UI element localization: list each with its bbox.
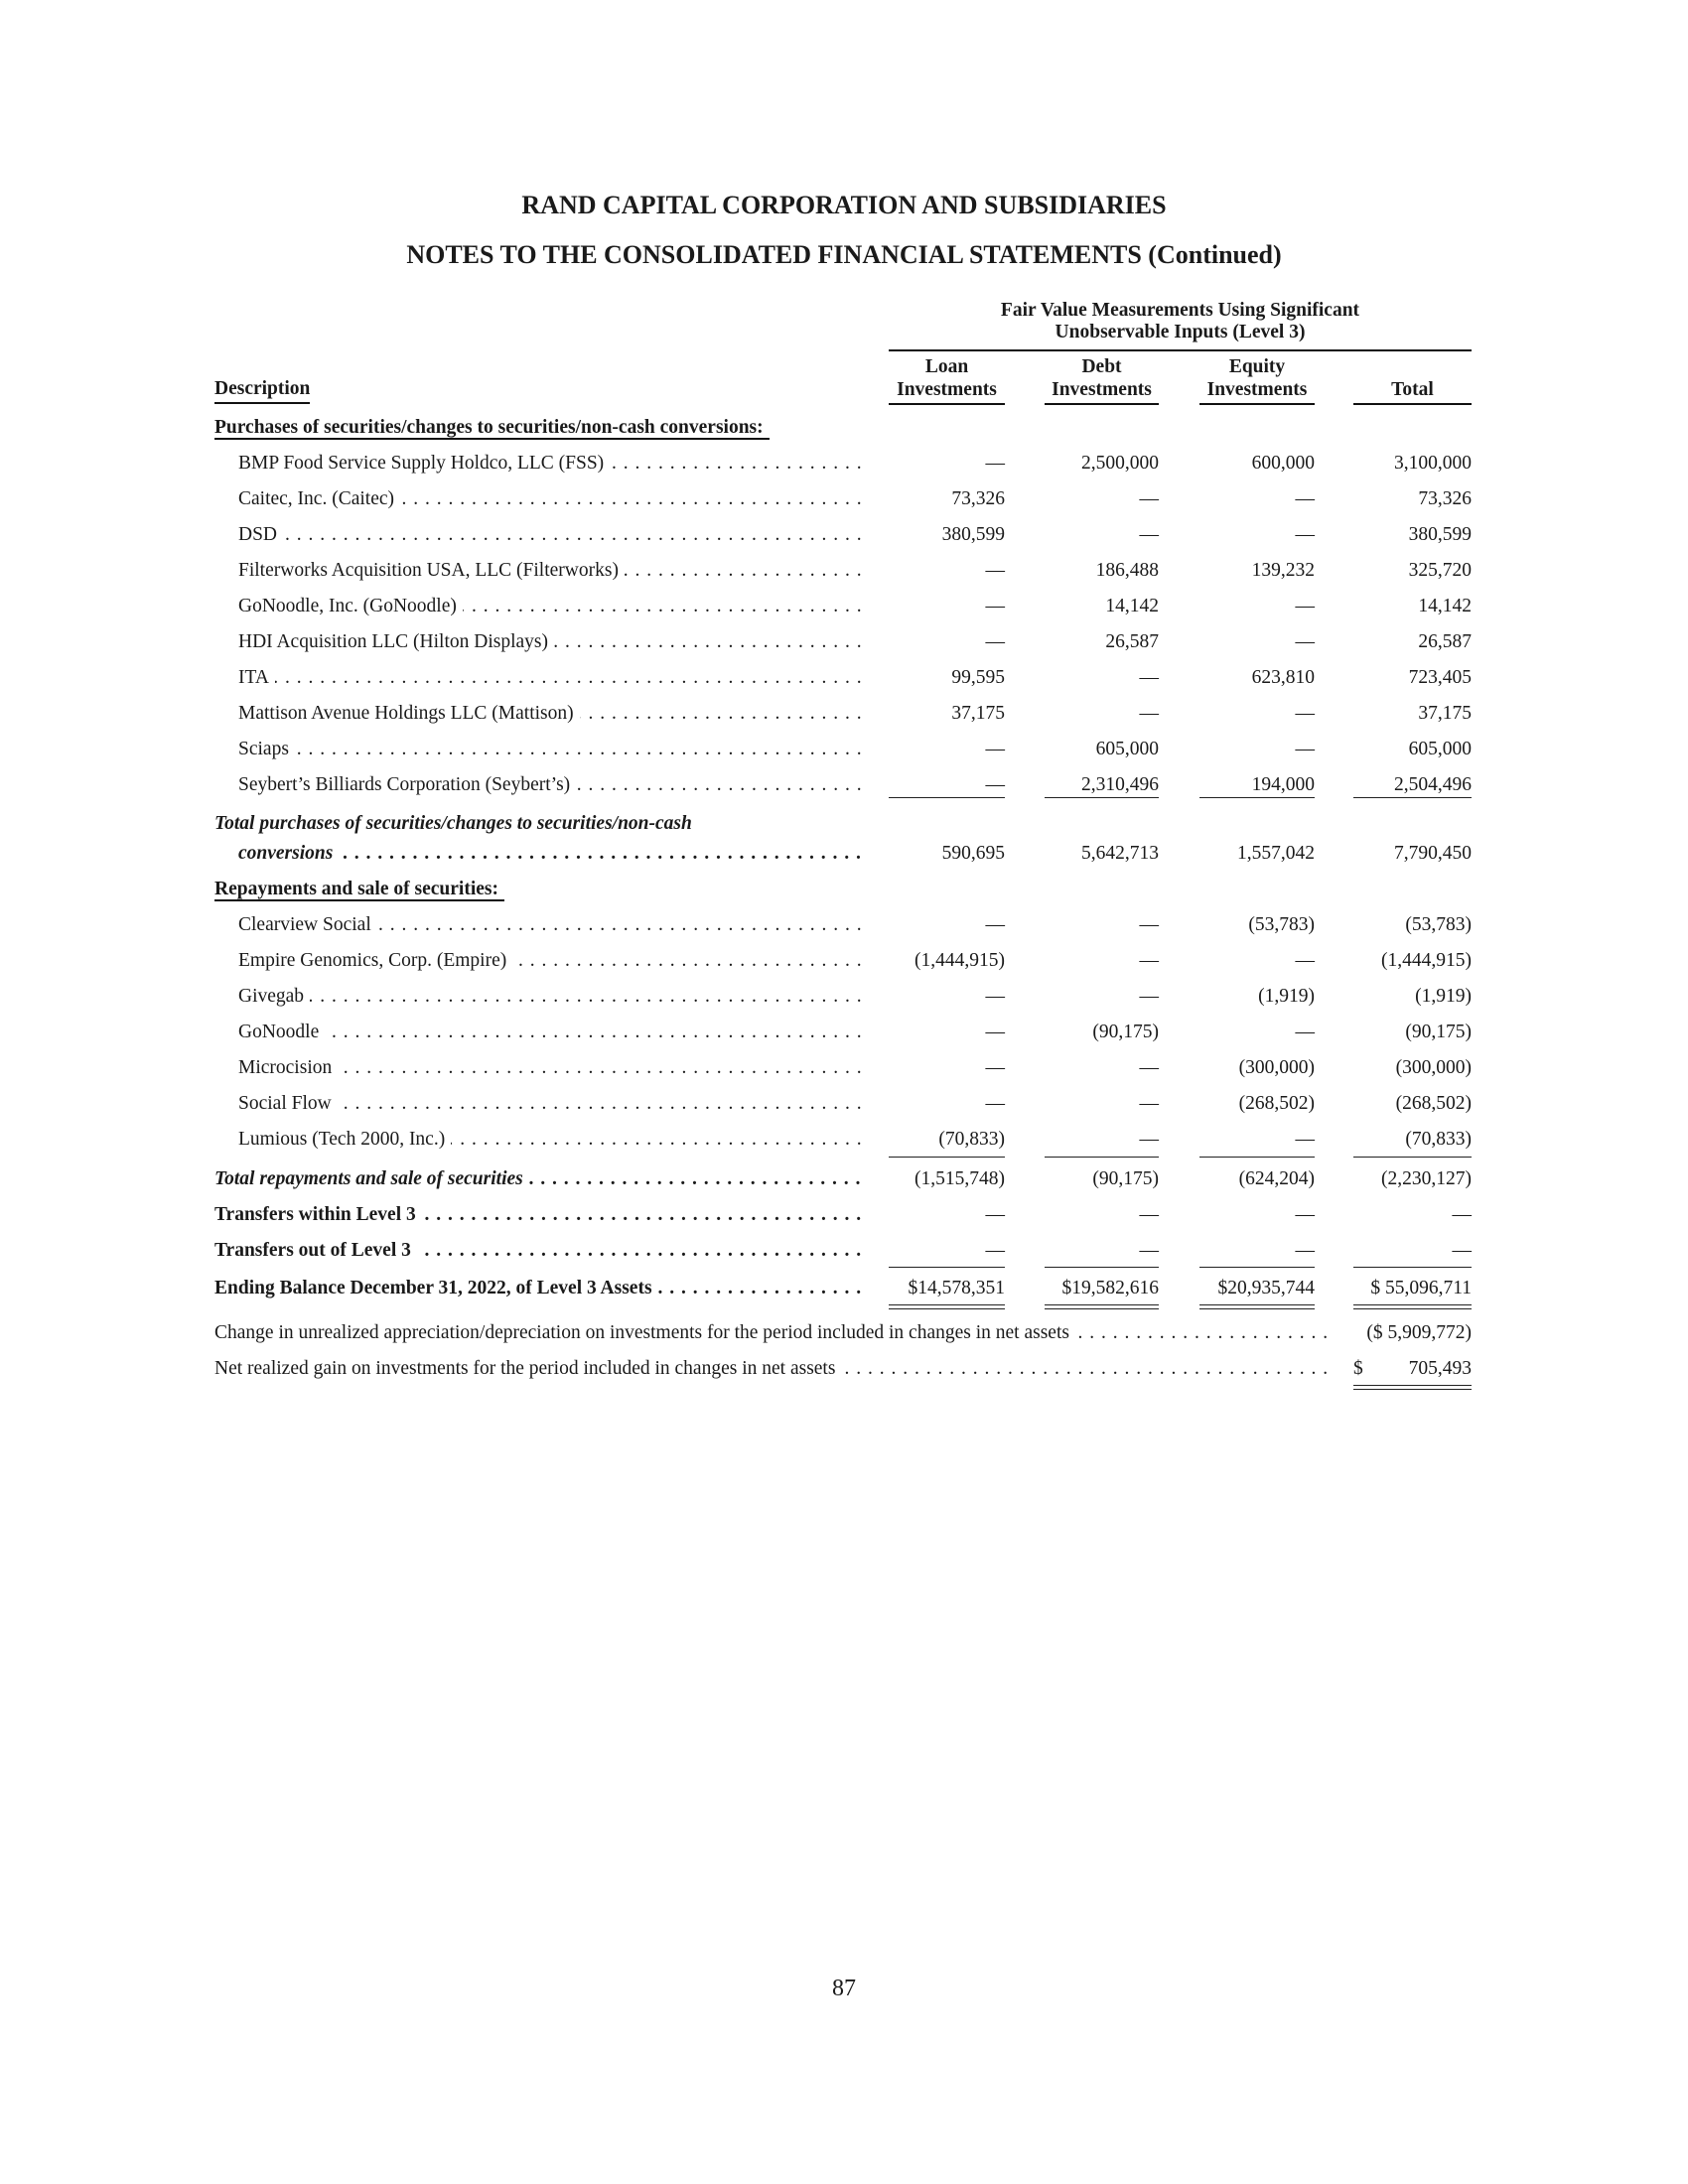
subtotal-rule [1199,797,1315,798]
total-value: (53,783) [1405,914,1472,935]
loan-value: 590,695 [941,843,1005,864]
table-row [214,946,1477,976]
column-header-equity [1199,355,1315,405]
double-underline [1199,1304,1315,1309]
table-row [214,663,1477,693]
total-value: 2,504,496 [1394,774,1472,795]
total-value: — [1452,1204,1472,1225]
debt-value: — [1139,524,1159,545]
realized-value: 705,493 [1408,1358,1472,1379]
row-label: Clearview Social [238,914,377,935]
loan-value: — [985,596,1005,616]
column-header-line1 [1353,355,1472,378]
subtotal-rule [1353,1267,1472,1268]
total-value: (90,175) [1405,1022,1472,1042]
equity-value: — [1295,524,1315,545]
debt-value: — [1139,703,1159,724]
equity-value: 623,810 [1251,667,1315,688]
total-value: 14,142 [1418,596,1472,616]
page-number: 87 [832,1976,856,2001]
total-purchases-row [214,839,1477,869]
column-header-line2: Investments [889,378,1005,405]
total-value: (268,502) [1395,1093,1472,1114]
section-label: Purchases of securities/changes to securities/non-cash conversions: [214,417,770,440]
loan-value: (70,833) [938,1129,1005,1150]
loan-value: — [985,1204,1005,1225]
total-value: 73,326 [1418,488,1472,509]
loan-value: — [985,1093,1005,1114]
table-row [214,1018,1477,1047]
table-row [214,592,1477,621]
column-header-total [1353,355,1472,405]
row-label: Net realized gain on investments for the period included in changes in net assets [214,1358,841,1379]
row-label: BMP Food Service Supply Holdco, LLC (FSS) [238,453,610,474]
document-subtitle: NOTES TO THE CONSOLIDATED FINANCIAL STATEMENTS (Continued) [406,240,1282,269]
loan-value: — [985,560,1005,581]
debt-value: 186,488 [1095,560,1159,581]
debt-value: — [1139,1129,1159,1150]
loan-value: $14,578,351 [908,1278,1005,1298]
debt-value: 605,000 [1095,739,1159,759]
subtotal-rule [1045,1267,1159,1268]
debt-value: 2,500,000 [1081,453,1159,474]
double-underline [1353,1385,1472,1390]
row-label: Transfers within Level 3 [214,1204,422,1225]
debt-value: 5,642,713 [1081,843,1159,864]
section-header-repayments [214,875,1477,904]
subtotal-rule [1199,1157,1315,1158]
subtotal-rule [1199,1267,1315,1268]
currency-symbol: $ [1353,1358,1363,1379]
row-label: Sciaps [238,739,295,759]
realized-gain-row [214,1354,1477,1384]
debt-value: — [1139,667,1159,688]
loan-value: — [985,774,1005,795]
row-label: DSD [238,524,283,545]
transfers-out-row [214,1236,1477,1266]
equity-value: — [1295,950,1315,971]
double-underline [889,1304,1005,1309]
debt-value: (90,175) [1092,1168,1159,1189]
table-row [214,1053,1477,1083]
debt-value: — [1139,1093,1159,1114]
total-value: $ 55,096,711 [1370,1278,1472,1298]
unrealized-change-row [214,1318,1477,1348]
company-title: RAND CAPITAL CORPORATION AND SUBSIDIARIES [521,191,1167,219]
table-row [214,982,1477,1012]
row-label: HDI Acquisition LLC (Hilton Displays) [238,631,554,652]
row-label: Change in unrealized appreciation/depreciation on investments for the period included in changes in net assets [214,1322,1075,1343]
debt-value: — [1139,914,1159,935]
table-row [214,735,1477,764]
subtotal-rule [889,1267,1005,1268]
total-value: 26,587 [1418,631,1472,652]
description-header: Description [214,378,310,404]
total-value: (300,000) [1395,1057,1472,1078]
total-value: 380,599 [1408,524,1472,545]
column-header-line1: Loan [924,356,969,377]
group-header-line1: Fair Value Measurements Using Significant [1000,300,1360,321]
row-label: Seybert’s Billiards Corporation (Seybert’s) [238,774,576,795]
equity-value: (300,000) [1238,1057,1315,1078]
equity-value: (624,204) [1238,1168,1315,1189]
loan-value: — [985,631,1005,652]
loan-value: 37,175 [951,703,1005,724]
debt-value: — [1139,1057,1159,1078]
row-label: Ending Balance December 31, 2022, of Level 3 Assets [214,1278,658,1298]
row-label: Lumious (Tech 2000, Inc.) [238,1129,451,1150]
total-value: 723,405 [1408,667,1472,688]
debt-value: — [1139,950,1159,971]
column-header-line2: Investments [1045,378,1159,405]
transfers-within-row [214,1200,1477,1230]
column-header-line2: Total [1353,378,1472,405]
column-group-header [889,300,1472,343]
group-header-line2: Unobservable Inputs (Level 3) [1055,322,1306,342]
column-header-loan [889,355,1005,405]
row-label: Filterworks Acquisition USA, LLC (Filterworks) [238,560,625,581]
equity-value: (268,502) [1238,1093,1315,1114]
row-label: Empire Genomics, Corp. (Empire) [238,950,512,971]
subtotal-rule [889,1157,1005,1158]
equity-value: — [1295,1240,1315,1261]
ending-balance-row [214,1274,1477,1303]
table-row [214,556,1477,586]
total-value: (1,919) [1415,986,1472,1007]
double-underline [1045,1304,1159,1309]
loan-value: — [985,986,1005,1007]
loan-value: (1,444,915) [914,950,1005,971]
debt-value: — [1139,986,1159,1007]
double-underline [1353,1304,1472,1309]
column-header-line1: Equity [1228,356,1286,377]
debt-value: (90,175) [1092,1022,1159,1042]
debt-value: $19,582,616 [1061,1278,1159,1298]
group-header-rule [889,349,1472,351]
table-row [214,770,1477,800]
debt-value: 2,310,496 [1081,774,1159,795]
equity-value: (1,919) [1258,986,1315,1007]
section-header-purchases [214,413,1477,443]
debt-value: 26,587 [1105,631,1159,652]
table-row [214,699,1477,729]
debt-value: 14,142 [1105,596,1159,616]
total-value: 3,100,000 [1394,453,1472,474]
table-row [214,1125,1477,1155]
equity-value: — [1295,1022,1315,1042]
table-row [214,449,1477,478]
total-value: — [1452,1240,1472,1261]
equity-value: — [1295,631,1315,652]
equity-value: 600,000 [1251,453,1315,474]
subtotal-rule [889,797,1005,798]
debt-value: — [1139,488,1159,509]
table-row [214,627,1477,657]
row-label: GoNoodle [238,1022,325,1042]
debt-value: — [1139,1204,1159,1225]
total-repayments-row [214,1164,1477,1194]
total-purchases-label-line1 [214,809,1477,839]
loan-value: (1,515,748) [914,1168,1005,1189]
loan-value: — [985,914,1005,935]
equity-value: — [1295,703,1315,724]
table-row [214,1089,1477,1119]
equity-value: — [1295,488,1315,509]
loan-value: — [985,1240,1005,1261]
table-row [214,484,1477,514]
subtotal-rule [1353,797,1472,798]
row-label: Microcision [238,1057,338,1078]
total-value: (2,230,127) [1381,1168,1472,1189]
loan-value: — [985,1057,1005,1078]
equity-value: — [1295,1204,1315,1225]
loan-value: — [985,739,1005,759]
total-value: 37,175 [1418,703,1472,724]
loan-value: 380,599 [941,524,1005,545]
total-label: Total repayments and sale of securities [214,1168,529,1189]
section-label: Repayments and sale of securities: [214,879,504,901]
total-value: (1,444,915) [1381,950,1472,971]
subtotal-rule [1045,797,1159,798]
subtotal-rule [1353,1157,1472,1158]
column-header-line2: Investments [1199,378,1315,405]
total-value: 325,720 [1408,560,1472,581]
table-row [214,910,1477,940]
equity-value: 139,232 [1251,560,1315,581]
loan-value: — [985,453,1005,474]
total-value: 7,790,450 [1394,843,1472,864]
equity-value: — [1295,739,1315,759]
column-header-debt [1045,355,1159,405]
equity-value: 194,000 [1251,774,1315,795]
total-value: (70,833) [1405,1129,1472,1150]
row-label: Mattison Avenue Holdings LLC (Mattison) [238,703,580,724]
equity-value: — [1295,596,1315,616]
row-label: Transfers out of Level 3 [214,1240,417,1261]
loan-value: 73,326 [951,488,1005,509]
row-label: Givegab [238,986,310,1007]
column-header-line1: Debt [1081,356,1122,377]
total-label: conversions [238,843,339,864]
row-label: Social Flow [238,1093,338,1114]
subtotal-rule [1045,1157,1159,1158]
row-label: ITA [238,667,275,688]
equity-value: $20,935,744 [1217,1278,1315,1298]
unrealized-value: ($ 5,909,772) [1366,1322,1472,1343]
table-row [214,520,1477,550]
equity-value: 1,557,042 [1237,843,1315,864]
equity-value: (53,783) [1248,914,1315,935]
loan-value: — [985,1022,1005,1042]
total-label: Total purchases of securities/changes to securities/non-cash [214,813,698,834]
row-label: GoNoodle, Inc. (GoNoodle) [238,596,463,616]
total-value: 605,000 [1408,739,1472,759]
debt-value: — [1139,1240,1159,1261]
row-label: Caitec, Inc. (Caitec) [238,488,400,509]
equity-value: — [1295,1129,1315,1150]
loan-value: 99,595 [951,667,1005,688]
